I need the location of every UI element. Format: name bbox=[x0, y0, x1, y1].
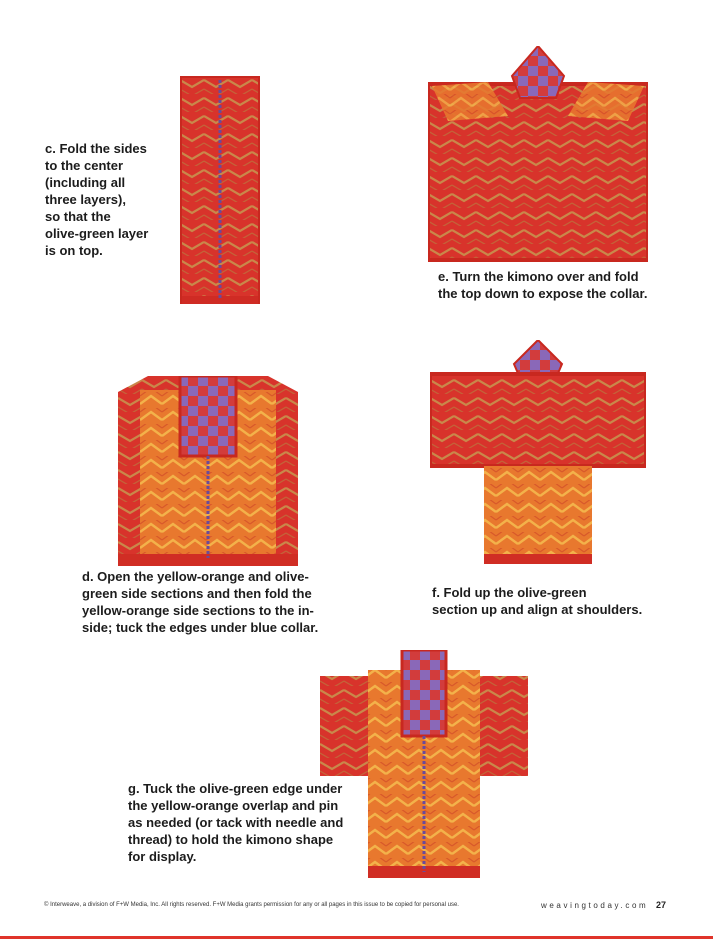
caption-step-f bbox=[432, 584, 642, 618]
caption-line: three layers), bbox=[45, 192, 126, 207]
caption-line: olive-green layer bbox=[45, 226, 149, 241]
copyright-notice: © Interweave, a division of F+W Media, Inc. All rights reserved. F+W Media grants permission for any or all pages in this issue to be copied for personal use. bbox=[44, 902, 459, 908]
caption-line: section up and align at shoulders. bbox=[432, 602, 643, 617]
caption-line: for display. bbox=[128, 849, 197, 864]
caption-line: to the center bbox=[45, 158, 124, 173]
caption-line: d. Open the yellow-orange and olive- bbox=[82, 569, 309, 584]
photo-step-d bbox=[118, 376, 298, 566]
caption-line: green side sections and then fold the bbox=[82, 586, 312, 601]
caption-step-g bbox=[128, 780, 343, 865]
caption-line: thread) to hold the kimono shape bbox=[128, 832, 334, 847]
caption-line: the yellow-orange overlap and pin bbox=[128, 798, 339, 813]
caption-step-e bbox=[438, 268, 647, 302]
caption-line: g. Tuck the olive-green edge under bbox=[128, 781, 343, 796]
photo-step-c bbox=[180, 76, 260, 304]
photo-step-e bbox=[428, 46, 648, 266]
page-number: 27 bbox=[656, 900, 667, 910]
caption-line: the top down to expose the collar. bbox=[438, 286, 648, 301]
caption-step-d bbox=[82, 568, 318, 636]
caption-line: so that the bbox=[45, 209, 111, 224]
caption-line: as needed (or tack with needle and bbox=[128, 815, 344, 830]
caption-line: f. Fold up the olive-green bbox=[432, 585, 587, 600]
caption-step-c bbox=[45, 140, 148, 259]
website-link[interactable]: weavingtoday.com bbox=[541, 901, 649, 910]
caption-line: (including all bbox=[45, 175, 126, 190]
photo-step-f bbox=[430, 340, 646, 566]
caption-line: e. Turn the kimono over and fold bbox=[438, 269, 639, 284]
caption-line: yellow-orange side sections to the in- bbox=[82, 603, 314, 618]
caption-line: c. Fold the sides bbox=[45, 141, 147, 156]
photo-step-g bbox=[320, 650, 528, 880]
caption-line: is on top. bbox=[45, 243, 103, 258]
caption-line: side; tuck the edges under blue collar. bbox=[82, 620, 319, 635]
